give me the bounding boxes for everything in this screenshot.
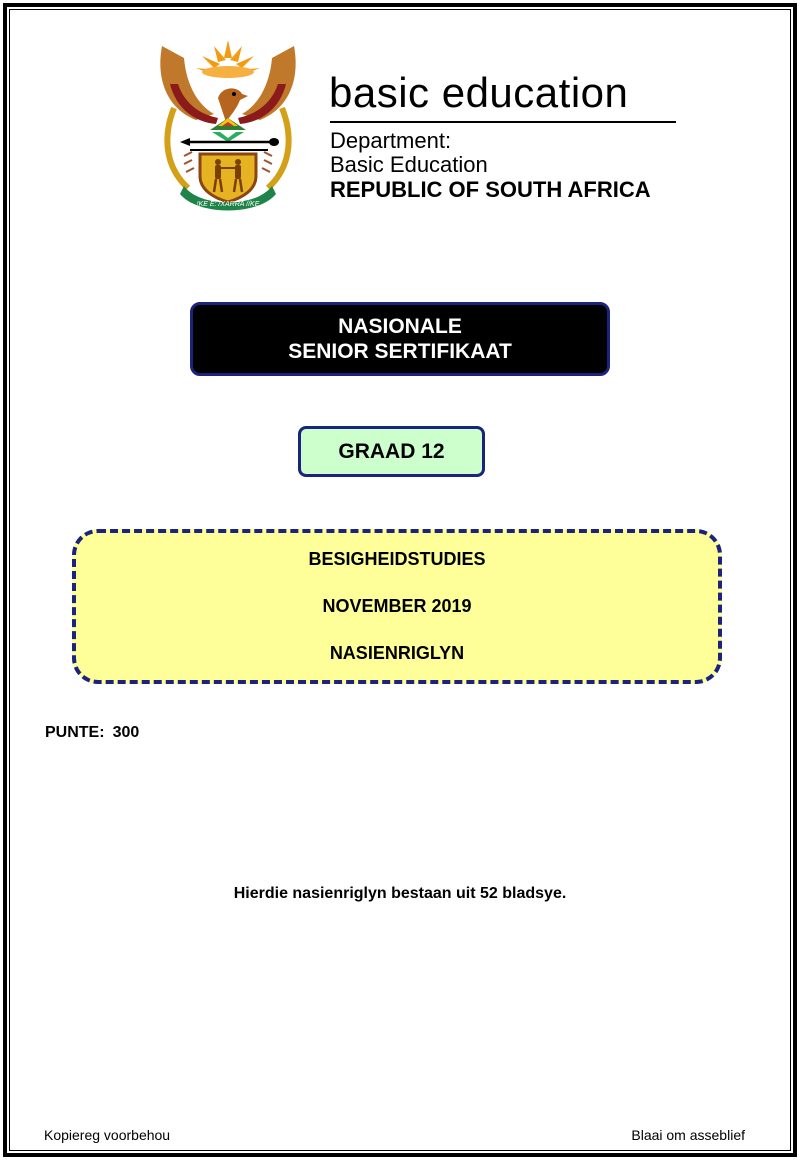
svg-text:!KE E: /XARRA //KE: !KE E: /XARRA //KE bbox=[196, 201, 260, 208]
exam-session: NOVEMBER 2019 bbox=[322, 596, 472, 616]
department-name: Basic Education bbox=[330, 152, 488, 177]
total-marks bbox=[45, 724, 139, 742]
subject-panel bbox=[72, 529, 722, 684]
brand-title: basic education bbox=[329, 69, 629, 116]
turn-over-notice: Blaai om asseblief bbox=[631, 1127, 745, 1143]
certificate-banner bbox=[190, 302, 610, 376]
subject-title: BESIGHEIDSTUDIES bbox=[308, 549, 486, 569]
department-branding bbox=[330, 70, 678, 202]
certificate-line-2: SENIOR SERTIFIKAAT bbox=[288, 340, 512, 363]
copyright-notice: Kopiereg voorbehou bbox=[44, 1127, 171, 1143]
document-type: NASIENRIGLYN bbox=[329, 643, 465, 663]
certificate-line-1: NASIONALE bbox=[338, 315, 462, 338]
marks-value: 300 bbox=[112, 724, 140, 741]
department-label: Department: bbox=[330, 128, 452, 153]
page-count-note: Hierdie nasienriglyn bestaan uit 52 bladsye. bbox=[233, 885, 567, 902]
grade-badge: GRAAD 12 bbox=[298, 426, 485, 477]
marks-label: PUNTE: bbox=[45, 724, 105, 741]
south-africa-coat-of-arms-icon bbox=[156, 38, 300, 214]
brand-divider bbox=[330, 121, 676, 123]
country-name: REPUBLIC OF SOUTH AFRICA bbox=[330, 177, 651, 202]
